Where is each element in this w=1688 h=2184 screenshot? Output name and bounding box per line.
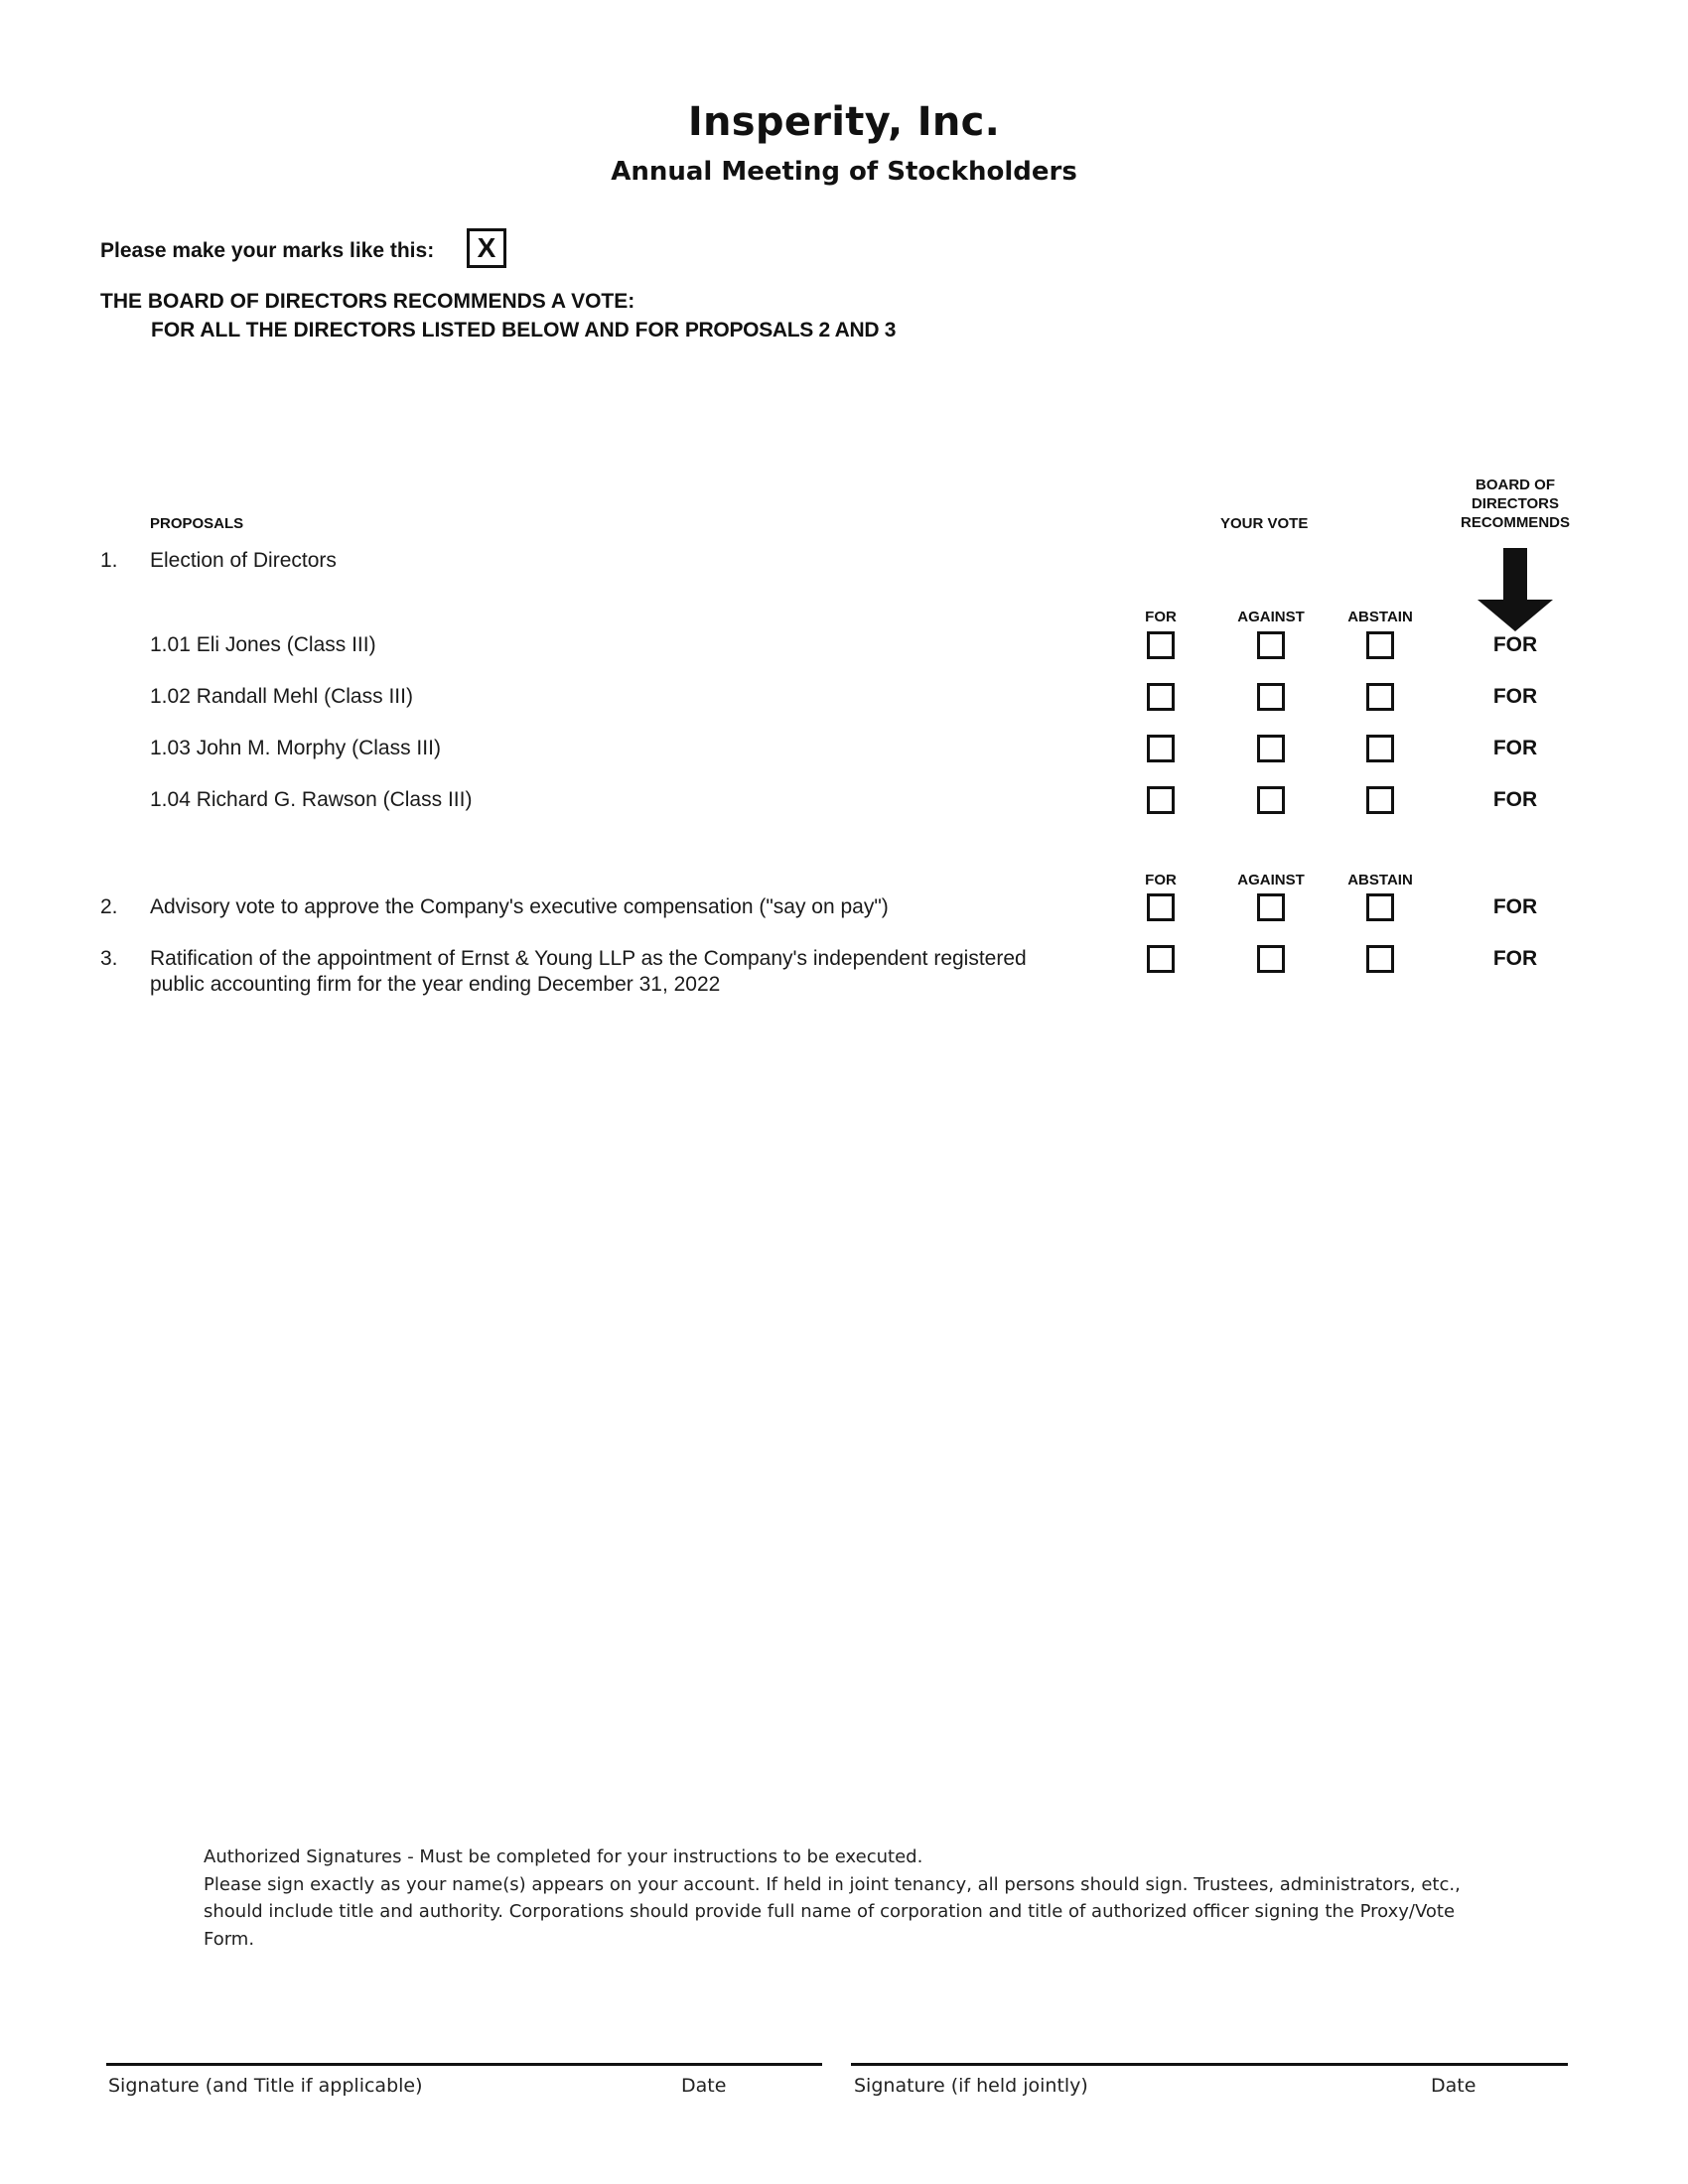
proposals-column-header: PROPOSALS [150,515,244,532]
nominee-1-02-abstain-checkbox[interactable] [1366,683,1394,711]
proposal-2-board-recommendation: FOR [1492,895,1538,918]
nominee-1-04-abstain-checkbox[interactable] [1366,786,1394,814]
proposal-2-text: Advisory vote to approve the Company's executive compensation ("say on pay") [150,895,889,918]
proposal-3-number: 3. [100,947,118,970]
proposal-1-number: 1. [100,549,118,572]
marks-instruction: Please make your marks like this: [100,239,435,262]
your-vote-column-header: YOUR VOTE [1220,515,1309,532]
signature-notice-line1: Authorized Signatures - Must be completed for your instructions to be executed. [204,1846,923,1867]
proposal-3-text-line1: Ratification of the appointment of Ernst & Young LLP as the Company's independent registered [150,947,1027,970]
proposal-2-number: 2. [100,895,118,918]
recommendation-emphasis: PROPOSALS 2 AND 3 [684,319,897,341]
nominee-1-03-abstain-checkbox[interactable] [1366,735,1394,762]
signature-notice-line4: Form. [204,1928,255,1950]
signature-1-label: Signature (and Title if applicable) [108,2075,423,2097]
signature-line-1[interactable] [106,2063,822,2066]
abstain-column-header: ABSTAIN [1347,609,1413,625]
down-arrow-icon [1477,548,1553,631]
board-recommends-column-header [1446,476,1585,532]
mark-example-box: X [467,228,506,268]
nominee-1-04-for-checkbox[interactable] [1147,786,1175,814]
nominee-1-02-against-checkbox[interactable] [1257,683,1285,711]
nominee-1-02-for-checkbox[interactable] [1147,683,1175,711]
proposal-3-for-checkbox[interactable] [1147,945,1175,973]
proposal-3-text-line2: public accounting firm for the year ending December 31, 2022 [150,973,721,996]
proposal-3-board-recommendation: FOR [1492,947,1538,970]
nominee-1-03-board-recommendation: FOR [1492,737,1538,759]
nominee-1-04-board-recommendation: FOR [1492,788,1538,811]
nominee-1-04-against-checkbox[interactable] [1257,786,1285,814]
nominee-1-03: 1.03 John M. Morphy (Class III) [150,737,441,759]
nominee-1-02: 1.02 Randall Mehl (Class III) [150,685,413,708]
signature-notice-line2: Please sign exactly as your name(s) appears on your account. If held in joint tenancy, all persons should sign. Trustees, administrators, etc., [204,1873,1461,1895]
proposal-3-against-checkbox[interactable] [1257,945,1285,973]
for-column-header: FOR [1145,609,1177,625]
signature-2-label: Signature (if held jointly) [854,2075,1088,2097]
board-recommendation-heading: THE BOARD OF DIRECTORS RECOMMENDS A VOTE: [100,290,635,313]
proposal-2-against-checkbox[interactable] [1257,893,1285,921]
proposal-2-abstain-checkbox[interactable] [1366,893,1394,921]
bod-header-line2: DIRECTORS [1471,495,1560,512]
nominee-1-01-for-checkbox[interactable] [1147,631,1175,659]
signature-line-2[interactable] [851,2063,1568,2066]
proposal-2-for-checkbox[interactable] [1147,893,1175,921]
nominee-1-01-against-checkbox[interactable] [1257,631,1285,659]
for-column-header-2: FOR [1145,872,1177,888]
recommendation-prefix: FOR ALL THE DIRECTORS LISTED BELOW AND FOR [151,319,679,341]
nominee-1-03-for-checkbox[interactable] [1147,735,1175,762]
nominee-1-02-board-recommendation: FOR [1492,685,1538,708]
against-column-header-2: AGAINST [1237,872,1305,888]
date-1-label: Date [681,2075,727,2097]
nominee-1-01-abstain-checkbox[interactable] [1366,631,1394,659]
company-title: Insperity, Inc. [687,99,1001,145]
nominee-1-01-board-recommendation: FOR [1492,633,1538,656]
abstain-column-header-2: ABSTAIN [1347,872,1413,888]
against-column-header: AGAINST [1237,609,1305,625]
proposal-1-title: Election of Directors [150,549,337,572]
bod-header-line1: BOARD OF [1476,477,1555,493]
signature-notice-line3: should include title and authority. Corporations should provide full name of corporation and title of authorized officer signing the Proxy/Vote [204,1901,1456,1922]
meeting-subtitle: Annual Meeting of Stockholders [611,157,1077,187]
nominee-1-03-against-checkbox[interactable] [1257,735,1285,762]
date-2-label: Date [1431,2075,1477,2097]
signature-notice [204,1843,1504,1953]
nominee-1-01: 1.01 Eli Jones (Class III) [150,633,376,656]
board-recommendation-detail [151,319,896,342]
bod-header-line3: RECOMMENDS [1460,514,1570,531]
nominee-1-04: 1.04 Richard G. Rawson (Class III) [150,788,473,811]
proposal-3-abstain-checkbox[interactable] [1366,945,1394,973]
